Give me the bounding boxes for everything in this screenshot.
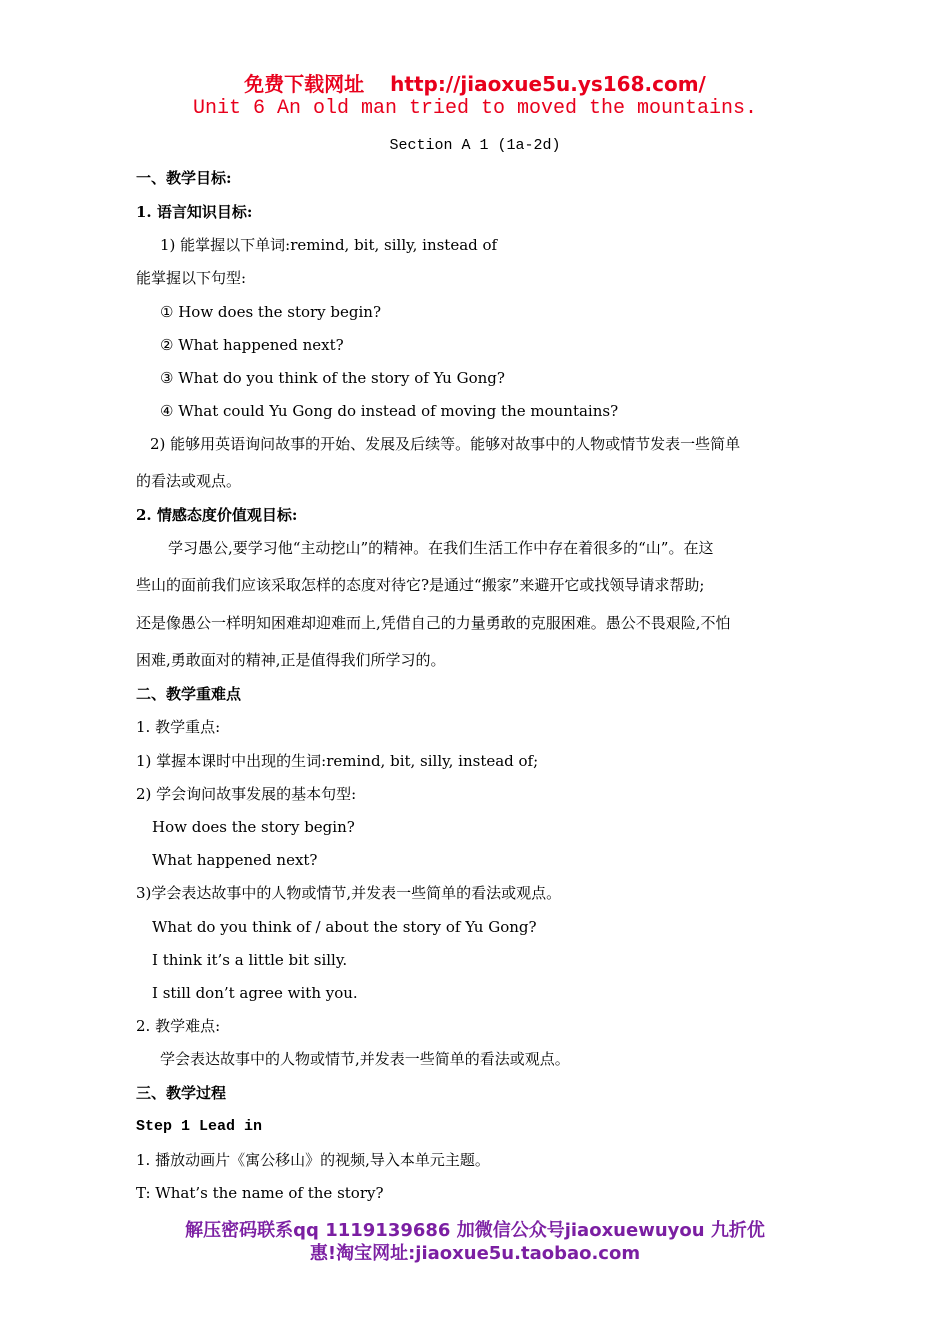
example-sentence: I think it’s a little bit silly. (152, 951, 348, 969)
header-download-line (0, 68, 950, 97)
download-url-link[interactable]: http://jiaoxue5u.ys168.com/ (390, 72, 706, 96)
example-sentence: What do you think of / about the story of Yu Gong? (152, 918, 537, 936)
heading-key-points: 二、教学重难点 (136, 685, 242, 703)
list-item: ② What happened next? (160, 336, 344, 354)
subheading-attitude-goals: 2. 情感态度价值观目标: (136, 506, 298, 524)
list-item: ① How does the story begin? (160, 303, 381, 321)
example-sentence: I still don’t agree with you. (152, 984, 358, 1002)
text-line: 学会表达故事中的人物或情节,并发表一些简单的看法或观点。 (160, 1050, 570, 1068)
subheading-focus: 1. 教学重点: (136, 718, 221, 736)
list-item: ③ What do you think of the story of Yu Gong? (160, 369, 505, 387)
example-sentence: How does the story begin? (152, 818, 355, 836)
free-download-label: 免费下载网址 (244, 72, 365, 96)
text-line: 2) 能够用英语询问故事的开始、发展及后续等。能够对故事中的人物或情节发表一些简单 (150, 435, 741, 453)
text-line: T: What’s the name of the story? (136, 1184, 384, 1202)
text-line: 困难,勇敢面对的精神,正是值得我们所学习的。 (136, 651, 446, 669)
subheading-language-goals: 1. 语言知识目标: (136, 203, 253, 221)
text-line: 些山的面前我们应该采取怎样的态度对待它?是通过“搬家”来避开它或找领导请求帮助; (136, 576, 705, 594)
page-title: Unit 6 An old man tried to moved the mountains. (192, 97, 758, 120)
text-line: 3)学会表达故事中的人物或情节,并发表一些简单的看法或观点。 (136, 884, 562, 902)
text-line: 还是像愚公一样明知困难却迎难而上,凭借自己的力量勇敢的克服困难。愚公不畏艰险,不怕 (136, 614, 731, 632)
text-line: 能掌握以下句型: (136, 269, 247, 287)
text-line: 1) 能掌握以下单词:remind, bit, silly, instead of (160, 236, 498, 254)
text-line: 1) 掌握本课时中出现的生词:remind, bit, silly, instead of; (136, 752, 539, 770)
text-line: 1. 播放动画片《寓公移山》的视频,导入本单元主题。 (136, 1151, 490, 1169)
example-sentence: What happened next? (152, 851, 318, 869)
text-line: 2) 学会询问故事发展的基本句型: (136, 785, 357, 803)
text-line: 的看法或观点。 (136, 472, 242, 490)
footer-contact-line: 解压密码联系qq 1119139686 加微信公众号jiaoxuewuyou 九折优 (185, 1220, 765, 1241)
subheading-difficulty: 2. 教学难点: (136, 1017, 221, 1035)
heading-teaching-process: 三、教学过程 (136, 1084, 227, 1102)
footer-taobao-line: 惠!淘宝网址:jiaoxue5u.taobao.com (309, 1243, 641, 1264)
step-heading: Step 1 Lead in (136, 1118, 263, 1135)
list-item: ④ What could Yu Gong do instead of moving the mountains? (160, 402, 619, 420)
section-subtitle: Section A 1 (1a-2d) (389, 137, 561, 154)
text-line: 学习愚公,要学习他“主动挖山”的精神。在我们生活工作中存在着很多的“山”。在这 (168, 539, 714, 557)
heading-objectives: 一、教学目标: (136, 169, 232, 187)
